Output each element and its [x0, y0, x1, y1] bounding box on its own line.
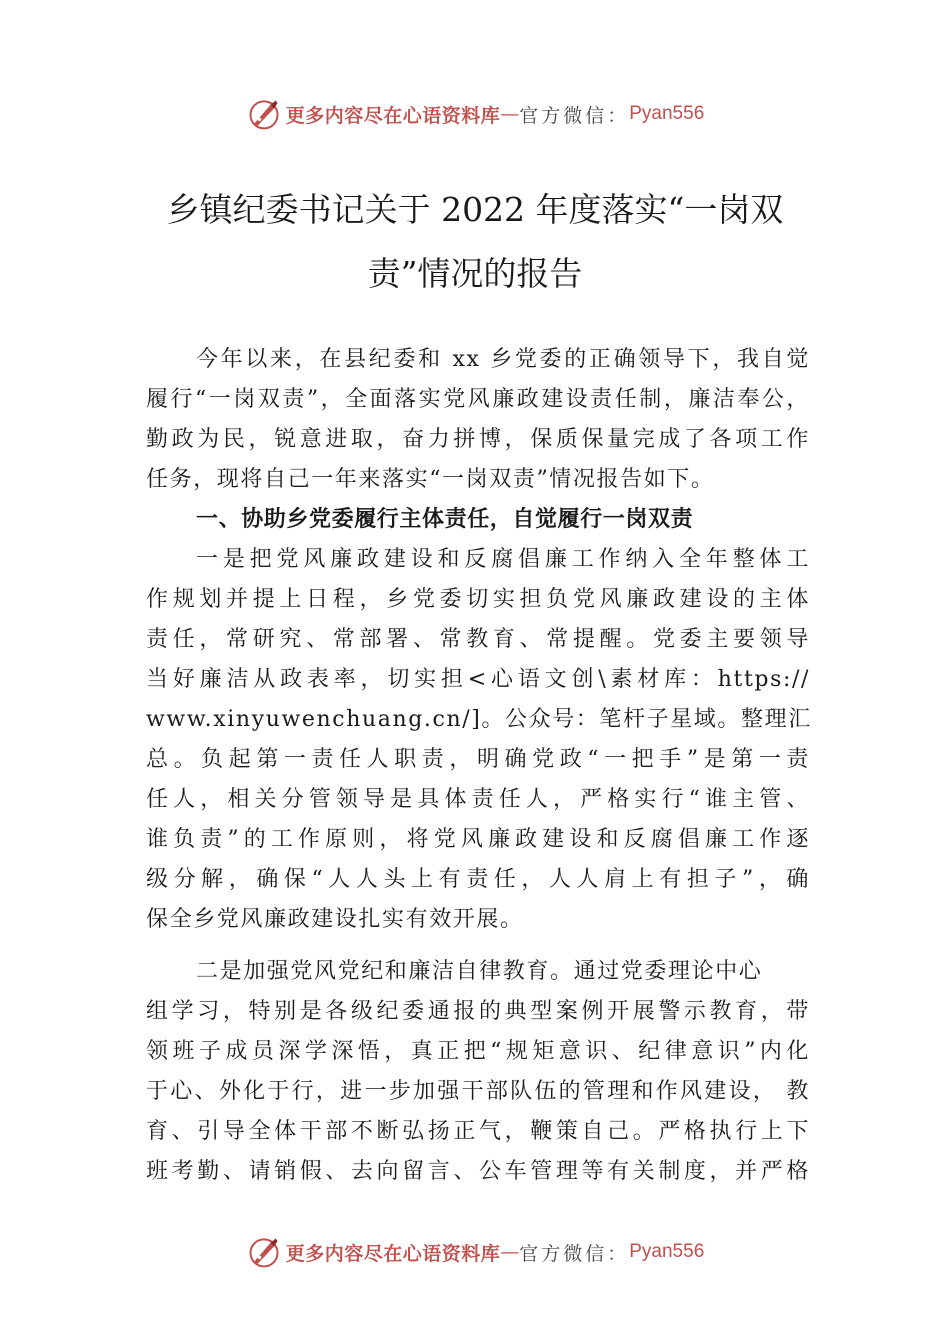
pen-nib-seal-icon [246, 1234, 282, 1270]
paragraph-line: 谁负责”的工作原则，将党风廉政建设和反腐倡廉工作逐 [146, 827, 810, 852]
paragraph-spacer [146, 940, 810, 952]
paragraph-line: 班考勤、请销假、去向留言、公车管理等有关制度，并严格 [146, 1159, 810, 1184]
paragraph-line: 任人，相关分管领导是具体责任人，严格实行“谁主管、 [146, 787, 810, 812]
document-title [145, 178, 805, 306]
paragraph-line: 一是把党风廉政建设和反腐倡廉工作纳入全年整体工 [196, 547, 810, 572]
document-body [146, 340, 810, 1192]
watermark-brand-text: 更多内容尽在心语资料库 [285, 104, 501, 127]
paragraph-line: 育、引导全体干部不断弘扬正气，鞭策自己。严格执行上下 [146, 1119, 810, 1144]
paragraph-line: 当好廉洁从政表率，切实担<心语文创\素材库：https:// [146, 667, 810, 692]
paragraph-line: www.xinyuwenchuang.cn/]。公众号：笔杆子星域。整理汇 [146, 707, 812, 732]
watermark-wechat-id: Pyan556 [629, 103, 705, 124]
section-heading-1: 一、协助乡党委履行主体责任，自觉履行一岗双责 [196, 507, 694, 532]
paragraph-intro [146, 340, 810, 500]
watermark-separator: — [500, 103, 520, 125]
paragraph-line: 于心、外化于行，进一步加强干部队伍的管理和作风建设， 教 [146, 1079, 810, 1104]
header-watermark-banner [0, 94, 950, 134]
paragraph-line: 勤政为民，锐意进取，奋力拼博，保质保量完成了各项工作 [146, 427, 810, 452]
paragraph-line: 总。负起第一责任人职责，明确党政“一把手”是第一责 [146, 747, 810, 772]
paragraph-line: 领班子成员深学深悟，真正把“规矩意识、纪律意识”内化 [146, 1039, 810, 1064]
paragraph-line: 作规划并提上日程，乡党委切实担负党风廉政建设的主体 [146, 587, 810, 612]
watermark-wechat-label: 官方微信： [519, 104, 630, 127]
watermark-brand-text: 更多内容尽在心语资料库 [285, 1242, 501, 1265]
paragraph-line: 责任，常研究、常部署、常教育、常提醒。党委主要领导 [146, 627, 810, 652]
paragraph-line: 二是加强党风党纪和廉洁自律教育。通过党委理论中心 [196, 959, 763, 984]
paragraph-line: 保全乡党风廉政建设扎实有效开展。 [146, 907, 524, 932]
paragraph-line: 任务，现将自己一年来落实“一岗双责”情况报告如下。 [146, 467, 715, 492]
watermark-wechat-label: 官方微信： [519, 1242, 630, 1265]
title-line-1: 乡镇纪委书记关于 2022 年度落实“一岗双 [166, 190, 784, 229]
watermark-wechat-id: Pyan556 [629, 1241, 705, 1262]
footer-watermark-banner [0, 1232, 950, 1272]
paragraph-education [146, 952, 810, 1192]
pen-nib-seal-icon [246, 96, 282, 132]
paragraph-line: 履行“一岗双责”，全面落实党风廉政建设责任制，廉洁奉公， [146, 387, 810, 412]
paragraph-responsibility [146, 540, 810, 940]
paragraph-line: 级分解，确保“人人头上有责任，人人肩上有担子”，确 [146, 867, 810, 892]
paragraph-line: 组学习，特别是各级纪委通报的典型案例开展警示教育，带 [146, 999, 810, 1024]
watermark-separator: — [500, 1241, 520, 1263]
paragraph-line: 今年以来，在县纪委和 xx 乡党委的正确领导下，我自觉 [196, 347, 810, 372]
title-line-2: 责”情况的报告 [367, 254, 583, 293]
